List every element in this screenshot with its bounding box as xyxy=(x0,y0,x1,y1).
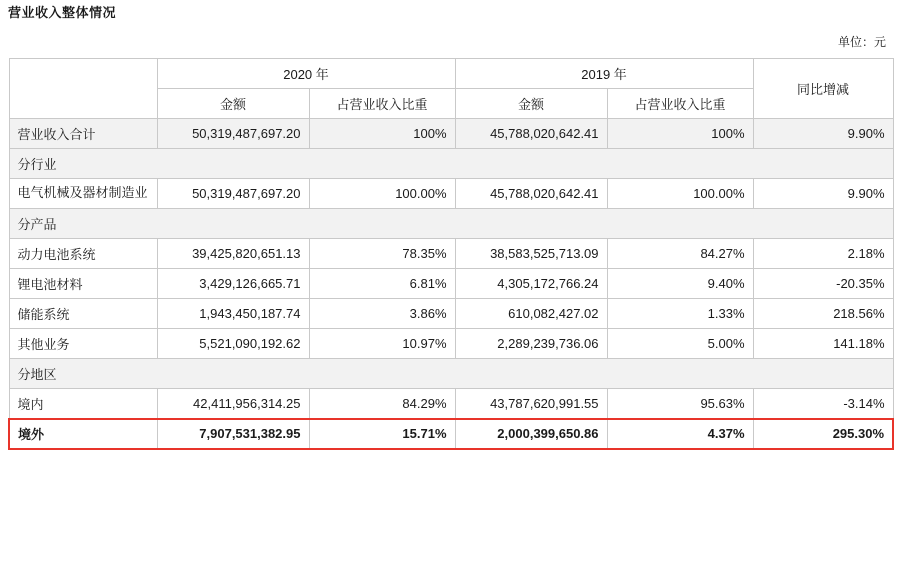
header-year-2019: 2019 年 xyxy=(455,59,753,89)
cell-ratio-2019: 84.27% xyxy=(607,239,753,269)
cell-ratio-2019: 1.33% xyxy=(607,299,753,329)
table-row-highlighted xyxy=(9,419,893,449)
cell-amount-2019: 43,787,620,991.55 xyxy=(455,389,607,419)
header-amount-2019: 金额 xyxy=(455,89,607,119)
table-row xyxy=(9,239,893,269)
cell-amount-2020: 42,411,956,314.25 xyxy=(157,389,309,419)
cell-amount-2020: 50,319,487,697.20 xyxy=(157,179,309,209)
row-label: 其他业务 xyxy=(9,329,157,359)
cell-yoy: 9.90% xyxy=(753,179,893,209)
revenue-breakdown-table xyxy=(8,58,894,450)
table-header-row-1 xyxy=(9,59,893,89)
table-row xyxy=(9,179,893,209)
cell-ratio-2019: 9.40% xyxy=(607,269,753,299)
cell-yoy: 141.18% xyxy=(753,329,893,359)
cell-amount-2019: 2,289,239,736.06 xyxy=(455,329,607,359)
cell-amount-2020: 3,429,126,665.71 xyxy=(157,269,309,299)
section-label: 分产品 xyxy=(9,209,893,239)
row-label: 境外 xyxy=(9,419,157,449)
cell-amount-2020: 7,907,531,382.95 xyxy=(157,419,309,449)
header-ratio-2019: 占营业收入比重 xyxy=(607,89,753,119)
cell-ratio-2019: 95.63% xyxy=(607,389,753,419)
row-label: 锂电池材料 xyxy=(9,269,157,299)
cell-ratio-2019: 100.00% xyxy=(607,179,753,209)
cell-ratio-2019: 5.00% xyxy=(607,329,753,359)
cell-amount-2019: 2,000,399,650.86 xyxy=(455,419,607,449)
cell-amount-2019: 610,082,427.02 xyxy=(455,299,607,329)
table-row xyxy=(9,299,893,329)
table-section-row xyxy=(9,359,893,389)
cell-ratio-2020: 84.29% xyxy=(309,389,455,419)
cell-amount-2020: 50,319,487,697.20 xyxy=(157,119,309,149)
row-label: 储能系统 xyxy=(9,299,157,329)
cell-ratio-2020: 100.00% xyxy=(309,179,455,209)
cell-yoy: 2.18% xyxy=(753,239,893,269)
section-label: 分地区 xyxy=(9,359,893,389)
table-row xyxy=(9,389,893,419)
header-amount-2020: 金额 xyxy=(157,89,309,119)
unit-note: 单位：元 xyxy=(837,35,886,49)
cell-ratio-2020: 10.97% xyxy=(309,329,455,359)
row-label: 营业收入合计 xyxy=(9,119,157,149)
header-corner-blank xyxy=(9,59,157,119)
section-label: 分行业 xyxy=(9,149,893,179)
table-section-row xyxy=(9,209,893,239)
header-ratio-2020: 占营业收入比重 xyxy=(309,89,455,119)
cell-yoy: -3.14% xyxy=(753,389,893,419)
cell-amount-2019: 38,583,525,713.09 xyxy=(455,239,607,269)
row-label: 电气机械及器材制造业 xyxy=(9,179,157,209)
header-year-2020: 2020 年 xyxy=(157,59,455,89)
cell-ratio-2020: 100% xyxy=(309,119,455,149)
row-label: 境内 xyxy=(9,389,157,419)
cell-amount-2020: 39,425,820,651.13 xyxy=(157,239,309,269)
table-row xyxy=(9,119,893,149)
cell-ratio-2020: 78.35% xyxy=(309,239,455,269)
cell-yoy: 9.90% xyxy=(753,119,893,149)
cell-amount-2020: 5,521,090,192.62 xyxy=(157,329,309,359)
cell-amount-2019: 45,788,020,642.41 xyxy=(455,119,607,149)
cell-ratio-2020: 6.81% xyxy=(309,269,455,299)
table-section-row xyxy=(9,149,893,179)
page-title: 营业收入整体情况 xyxy=(8,5,117,20)
cell-yoy: 295.30% xyxy=(753,419,893,449)
table-row xyxy=(9,329,893,359)
table-row xyxy=(9,269,893,299)
header-yoy: 同比增减 xyxy=(753,59,893,119)
cell-yoy: -20.35% xyxy=(753,269,893,299)
cell-ratio-2019: 4.37% xyxy=(607,419,753,449)
cell-amount-2019: 45,788,020,642.41 xyxy=(455,179,607,209)
row-label: 动力电池系统 xyxy=(9,239,157,269)
cell-yoy: 218.56% xyxy=(753,299,893,329)
cell-ratio-2020: 15.71% xyxy=(309,419,455,449)
cell-amount-2019: 4,305,172,766.24 xyxy=(455,269,607,299)
cell-amount-2020: 1,943,450,187.74 xyxy=(157,299,309,329)
cell-ratio-2020: 3.86% xyxy=(309,299,455,329)
cell-ratio-2019: 100% xyxy=(607,119,753,149)
